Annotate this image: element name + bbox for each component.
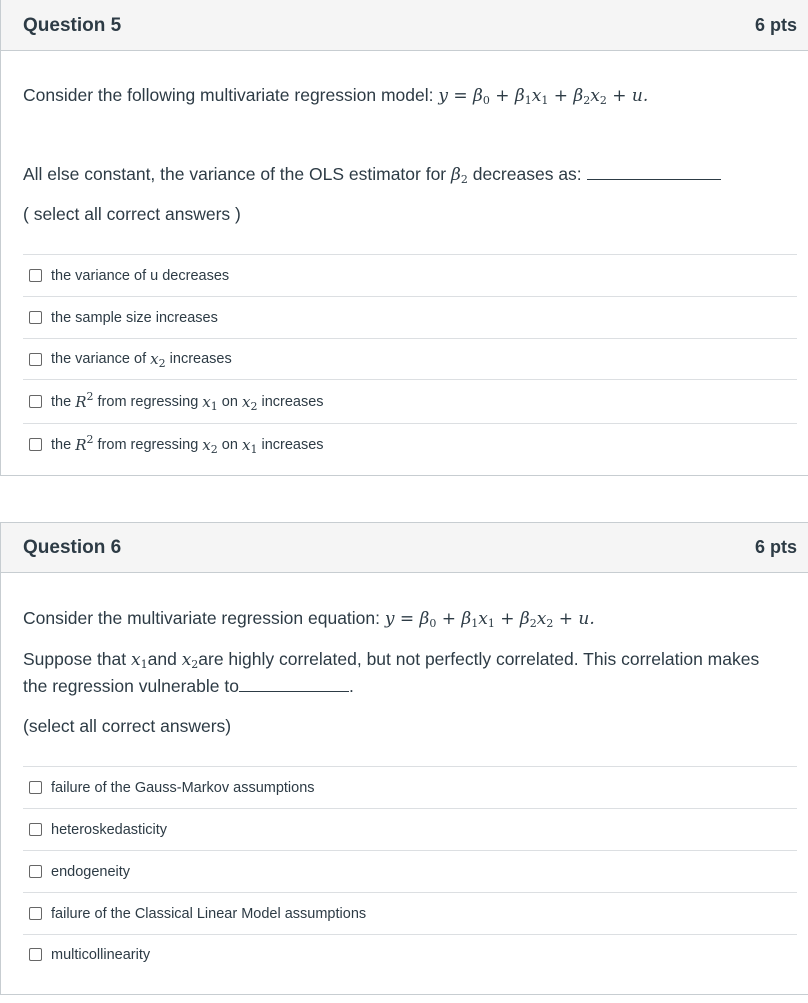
checkbox[interactable] <box>29 823 42 836</box>
answer-option[interactable]: endogeneity <box>23 850 797 892</box>
instruction-text: (select all correct answers) <box>23 716 232 736</box>
question-6 <box>0 522 808 995</box>
regression-equation: $y = \beta_0 + \beta_1x_1 + \beta_2x_2 + u$. <box>384 609 595 630</box>
checkbox[interactable] <box>29 438 42 451</box>
fill-in-blank <box>587 179 721 180</box>
answer-option[interactable]: the variance of u decreases <box>23 254 797 296</box>
question-prompt: All else constant, the variance of the OLS estimator for $\beta_2$ decreases as: <box>23 161 797 188</box>
question-text <box>23 605 797 632</box>
checkbox[interactable] <box>29 311 42 324</box>
answer-option[interactable]: multicollinearity <box>23 934 797 974</box>
answer-option[interactable]: the variance of $x_2$ increases <box>23 338 797 379</box>
checkbox[interactable] <box>29 865 42 878</box>
checkbox[interactable] <box>29 948 42 961</box>
intro-text: Consider the multivariate regression equation: <box>23 608 380 628</box>
question-prompt: Suppose that $x_1and$ $x_2are$ highly correlated, but not perfectly correlated. This correlation makes the regression vulnerable to . <box>23 649 760 696</box>
answer-list <box>23 766 797 974</box>
checkbox[interactable] <box>29 907 42 920</box>
question-points: 6 pts <box>754 537 797 557</box>
question-header <box>1 523 808 573</box>
checkbox[interactable] <box>29 269 42 282</box>
fill-in-blank <box>239 691 349 692</box>
checkbox[interactable] <box>29 395 42 408</box>
question-header <box>1 0 808 51</box>
answer-option[interactable]: the sample size increases <box>23 296 797 338</box>
instruction-text: ( select all correct answers ) <box>23 204 241 224</box>
answer-option[interactable]: the $R^2$ from regressing $x_1$ on $x_2$ increases <box>23 379 797 423</box>
regression-equation: $y = \beta_0 + \beta_1x_1 + \beta_2x_2 + u$. <box>438 86 649 107</box>
question-title: Question 6 <box>23 536 122 558</box>
answer-list <box>23 254 797 465</box>
question-points: 6 pts <box>754 15 797 35</box>
intro-text: Consider the following multivariate regression model: <box>23 85 434 105</box>
answer-option[interactable]: the $R^2$ from regressing $x_2$ on $x_1$ increases <box>23 423 797 465</box>
question-title: Question 5 <box>23 14 122 36</box>
question-text <box>23 82 797 109</box>
question-body <box>1 605 808 974</box>
question-5 <box>0 0 808 476</box>
question-body <box>1 82 808 465</box>
checkbox[interactable] <box>29 353 42 366</box>
answer-option[interactable]: failure of the Gauss-Markov assumptions <box>23 766 797 808</box>
answer-option[interactable]: heteroskedasticity <box>23 808 797 850</box>
answer-option[interactable]: failure of the Classical Linear Model assumptions <box>23 892 797 934</box>
checkbox[interactable] <box>29 781 42 794</box>
